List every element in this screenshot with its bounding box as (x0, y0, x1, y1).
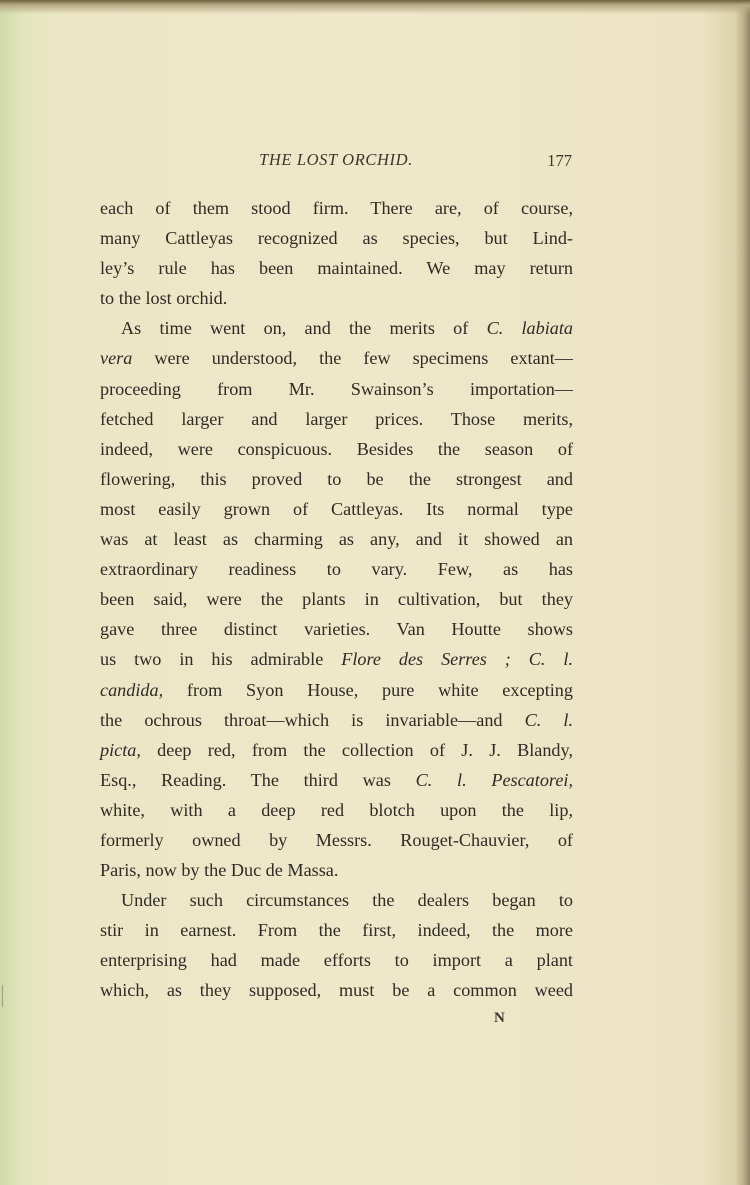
text-line: Esq., Reading. The third was C. l. Pescatorei, (100, 769, 573, 790)
text-line: enterprising had made efforts to import a plant (100, 950, 573, 971)
page-number: 177 (547, 151, 572, 170)
text-line: us two in his admirable Flore des Serres ; C. l. (100, 649, 573, 670)
page-edge-mark (2, 985, 6, 1007)
text-line: gave three distinct varieties. Van Houtte shows (100, 619, 573, 640)
text-line: Paris, now by the Duc de Massa. (100, 860, 339, 881)
text-line: proceeding from Mr. Swainson’s importation— (100, 378, 573, 399)
text-line: formerly owned by Messrs. Rouget-Chauvier, of (100, 829, 573, 850)
text-line: most easily grown of Cattleyas. Its normal type (100, 498, 573, 519)
text-line: white, with a deep red blotch upon the lip, (100, 799, 573, 820)
text-line: to the lost orchid. (100, 288, 228, 309)
running-head (100, 150, 572, 176)
text-line: vera were understood, the few specimens extant— (100, 348, 573, 369)
text-line: flowering, this proved to be the strongest and (100, 468, 573, 489)
text-line: many Cattleyas recognized as species, but Lind- (100, 228, 573, 249)
body-text (100, 193, 573, 1006)
text-line: candida, from Syon House, pure white excepting (100, 679, 573, 700)
text-line: stir in earnest. From the first, indeed, the more (100, 920, 573, 941)
text-line: picta, deep red, from the collection of J. J. Blandy, (100, 739, 573, 760)
signature-mark: N (494, 1010, 505, 1026)
text-line: ley’s rule has been maintained. We may return (100, 258, 573, 279)
text-line: the ochrous throat—which is invariable—and C. l. (100, 709, 573, 730)
text-line: Under such circumstances the dealers began to (121, 890, 573, 911)
text-line: fetched larger and larger prices. Those merits, (100, 408, 573, 429)
text-line: each of them stood firm. There are, of course, (100, 198, 573, 218)
text-line: extraordinary readiness to vary. Few, as has (100, 559, 573, 580)
text-line: indeed, were conspicuous. Besides the season of (100, 438, 573, 459)
text-line: been said, were the plants in cultivation, but they (100, 589, 573, 610)
text-line: As time went on, and the merits of C. labiata (121, 318, 574, 339)
text-line: which, as they supposed, must be a common weed (100, 980, 573, 1001)
running-title: THE LOST ORCHID. (259, 150, 413, 169)
text-line: was at least as charming as any, and it showed an (100, 529, 573, 550)
